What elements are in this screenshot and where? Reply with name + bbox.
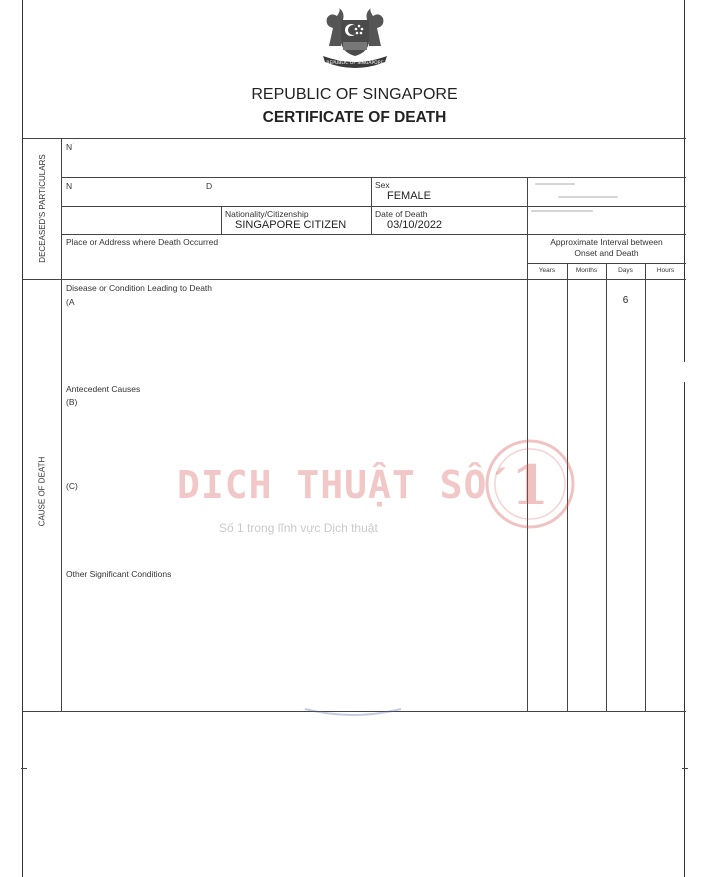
watermark-text: DICH THUẬT SỐ [177,463,488,507]
cause-b-label: (B) [66,397,78,407]
sex-label: Sex [375,180,390,190]
cause-section-label: CAUSE OF DEATH [37,456,47,527]
date-of-death-label: Date of Death [375,209,428,219]
interval-title-line1: Approximate Interval between [550,237,663,247]
column-hours: Hours [656,267,675,274]
singapore-crest-icon [315,6,395,72]
deceased-section-label: DECEASED'S PARTICULARS [38,154,47,263]
document-title: CERTIFICATE OF DEATH [262,109,447,126]
date-of-death-value: 03/10/2022 [387,219,443,231]
stamp-remnant-icon [303,705,403,719]
nationality-value: SINGAPORE CITIZEN [235,219,347,231]
seal-scroll-text: REPUBLIC OF SINGAPORE [326,61,384,66]
interval-title-line2: Onset and Death [574,248,639,258]
watermark-subtitle: Số 1 trong lĩnh vực Dịch thuật [219,521,378,535]
watermark-logo-icon [484,438,576,530]
certificate-page: REPUBLIC OF SINGAPORE REPUBLIC OF SINGAPORE CERTIFICATE OF DEATH DECEASED'S PARTICULARS CAUSE OF DEATH N ‘ N D Sex FEMALE Nationality/Citizenship SINGAPORE CITIZEN Date of Death 03/10/2022 Place or Address where Death Occurred Approximate Interval between Onset and Death Years Months Days Hours 6 Disease or Condition Leading to Death (A Antecedent Causes (B) (C) Other Significant Conditions DICH THUẬT SỐ Số 1 trong lĩnh vực Dịch thuật 1 [22,0,685,877]
antecedent-label: Antecedent Causes [66,384,141,394]
sex-value: FEMALE [387,190,432,202]
days-value: 6 [622,295,629,306]
other-conditions-label: Other Significant Conditions [66,569,172,579]
cause-a-label: (A [66,297,75,307]
name-label: N [66,142,73,152]
cause-c-label: (C) [66,481,78,491]
column-months: Months [575,267,598,274]
column-days: Days [618,267,633,274]
disease-label: Disease or Condition Leading to Death [66,283,213,293]
d-label: D [206,181,213,191]
watermark-logo-digit: 1 [511,453,549,517]
nationality-label: Nationality/Citizenship [225,209,309,219]
country-title: REPUBLIC OF SINGAPORE [251,86,458,103]
id-number-label: N [66,181,73,191]
place-of-death-label: Place or Address where Death Occurred [66,237,219,247]
column-years: Years [538,267,556,274]
